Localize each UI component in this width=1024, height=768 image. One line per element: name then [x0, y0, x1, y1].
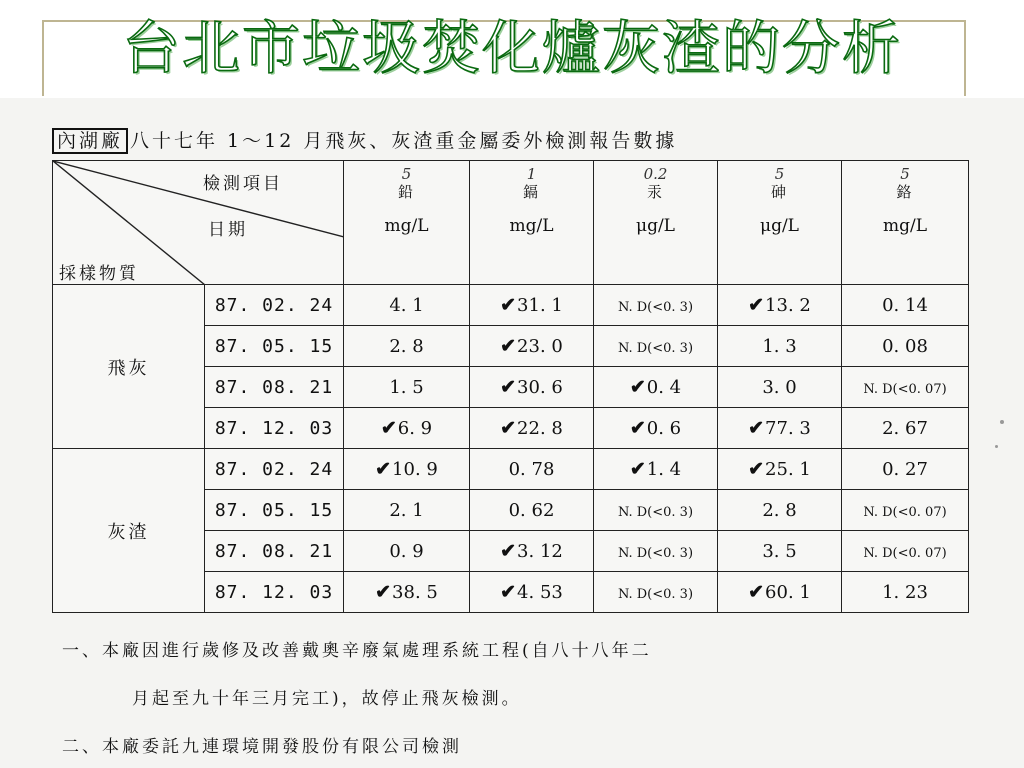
measurement-cell — [594, 285, 718, 326]
measurement-value: 38. 5 — [392, 582, 438, 603]
measurement-value: N. D(<0. 07) — [863, 381, 947, 397]
sample-group-label: 灰渣 — [53, 449, 205, 613]
measurement-cell — [718, 531, 842, 572]
column-header-1 — [470, 161, 594, 285]
measurement-cell — [842, 531, 969, 572]
header-sample-type: 採樣物質 — [59, 264, 139, 284]
measurement-value: 3. 0 — [762, 376, 797, 398]
measurement-cell — [594, 490, 718, 531]
measurement-cell — [470, 490, 594, 531]
measurement-value: 2. 1 — [389, 499, 424, 521]
unit-label: μg/L — [760, 216, 799, 236]
check-mark-icon: ✔ — [629, 376, 646, 398]
sample-group-label: 飛灰 — [53, 285, 205, 449]
measurement-value: 3. 12 — [517, 541, 563, 562]
check-mark-icon: ✔ — [629, 458, 646, 480]
measurement-value: 22. 8 — [517, 418, 563, 439]
measurement-cell — [594, 408, 718, 449]
measurement-cell — [344, 285, 470, 326]
report-heading — [52, 126, 677, 153]
measurement-value: 25. 1 — [765, 459, 811, 480]
measurement-value: 1. 3 — [762, 335, 797, 357]
column-header-4 — [842, 161, 969, 285]
measurement-cell — [718, 326, 842, 367]
check-mark-icon: ✔ — [500, 581, 517, 603]
column-header-2 — [594, 161, 718, 285]
measurement-value: 10. 9 — [392, 459, 438, 480]
measurement-value: 31. 1 — [517, 295, 563, 316]
standard-value: 1 — [526, 165, 537, 183]
sample-date: 87. 05. 15 — [205, 326, 344, 367]
sample-date: 87. 02. 24 — [205, 285, 344, 326]
measurement-cell — [470, 285, 594, 326]
measurement-value: N. D(<0. 3) — [617, 586, 694, 602]
measurement-value: 1. 4 — [646, 459, 682, 480]
measurement-cell — [344, 572, 470, 613]
unit-label: mg/L — [384, 216, 429, 236]
note-line: 月起至九十年三月完工)，故停止飛灰檢測。 — [132, 689, 522, 709]
note-line: 二、本廠委託九連環境開發股份有限公司檢測 — [62, 737, 462, 757]
plant-name-box: 內湖廠 — [52, 128, 128, 154]
check-mark-icon: ✔ — [748, 458, 765, 480]
check-mark-icon: ✔ — [500, 335, 517, 357]
measurement-cell — [718, 572, 842, 613]
measurement-cell — [470, 367, 594, 408]
check-mark-icon: ✔ — [748, 417, 765, 439]
table-row — [53, 285, 969, 326]
element-name: 鎘 — [522, 183, 540, 201]
measurement-cell — [594, 367, 718, 408]
measurement-cell — [842, 449, 969, 490]
measurement-cell — [344, 531, 470, 572]
standard-value: 5 — [774, 165, 785, 183]
check-mark-icon: ✔ — [375, 458, 392, 480]
corner-header-cell — [53, 161, 344, 285]
measurement-cell — [344, 408, 470, 449]
column-header-0 — [344, 161, 470, 285]
measurement-cell — [344, 490, 470, 531]
measurement-cell — [842, 490, 969, 531]
check-mark-icon: ✔ — [500, 376, 517, 398]
report-heading-text: 八十七年 1～12 月飛灰、灰渣重金屬委外檢測報告數據 — [130, 130, 678, 152]
measurement-cell — [842, 326, 969, 367]
scan-speck — [1000, 420, 1004, 424]
measurement-cell — [594, 572, 718, 613]
measurement-cell — [470, 449, 594, 490]
measurement-cell — [718, 367, 842, 408]
sample-date: 87. 05. 15 — [205, 490, 344, 531]
measurement-cell — [842, 572, 969, 613]
check-mark-icon: ✔ — [375, 581, 392, 603]
element-name: 鉻 — [896, 183, 914, 201]
measurement-value: 3. 5 — [762, 540, 797, 562]
element-name: 鉛 — [397, 183, 415, 201]
check-mark-icon: ✔ — [500, 417, 517, 439]
measurement-value: N. D(<0. 07) — [863, 504, 947, 520]
measurement-value: 77. 3 — [765, 418, 811, 439]
measurement-cell — [594, 449, 718, 490]
note-line: 一、本廠因進行歲修及改善戴奧辛廢氣處理系統工程(自八十八年二 — [62, 641, 652, 661]
measurement-value: N. D(<0. 3) — [617, 340, 694, 356]
measurement-value: 4. 53 — [517, 582, 563, 603]
measurement-cell — [718, 408, 842, 449]
check-mark-icon: ✔ — [748, 294, 765, 316]
measurement-value: 0. 27 — [882, 458, 928, 480]
measurement-value: 0. 9 — [389, 540, 424, 562]
measurement-value: 0. 78 — [508, 458, 555, 480]
check-mark-icon: ✔ — [380, 417, 397, 439]
standard-value: 0.2 — [643, 165, 668, 183]
measurement-value: 0. 4 — [646, 377, 682, 398]
sample-date: 87. 08. 21 — [205, 531, 344, 572]
sample-date: 87. 02. 24 — [205, 449, 344, 490]
standard-value: 5 — [900, 165, 910, 183]
header-test-item: 檢測項目 — [203, 174, 283, 194]
measurement-value: 1. 23 — [882, 581, 928, 603]
measurement-cell — [344, 326, 470, 367]
measurement-cell — [842, 408, 969, 449]
sample-date: 87. 12. 03 — [205, 572, 344, 613]
measurement-cell — [594, 531, 718, 572]
sample-date: 87. 08. 21 — [205, 367, 344, 408]
measurement-value: 0. 62 — [508, 499, 555, 521]
measurement-value: 2. 8 — [389, 335, 424, 357]
column-header-3 — [718, 161, 842, 285]
measurement-value: N. D(<0. 3) — [617, 545, 694, 561]
standard-value: 5 — [401, 165, 412, 183]
unit-label: mg/L — [882, 216, 928, 236]
measurement-value: N. D(<0. 3) — [617, 299, 694, 315]
table-row — [53, 449, 969, 490]
measurement-value: 0. 08 — [882, 335, 928, 357]
measurement-value: N. D(<0. 3) — [617, 504, 694, 520]
check-mark-icon: ✔ — [500, 540, 517, 562]
measurement-value: 1. 5 — [389, 376, 424, 398]
measurement-cell — [344, 367, 470, 408]
header-date: 日期 — [208, 220, 248, 240]
measurement-cell — [842, 367, 969, 408]
measurement-cell — [718, 285, 842, 326]
measurement-value: 13. 2 — [765, 295, 811, 316]
heavy-metal-table — [52, 160, 969, 613]
measurement-cell — [718, 490, 842, 531]
scan-speck — [995, 445, 998, 448]
measurement-cell — [470, 408, 594, 449]
measurement-value: 0. 6 — [646, 418, 682, 439]
check-mark-icon: ✔ — [748, 581, 765, 603]
measurement-cell — [718, 449, 842, 490]
measurement-value: 2. 8 — [762, 499, 797, 521]
check-mark-icon: ✔ — [500, 294, 517, 316]
measurement-value: 30. 6 — [517, 377, 563, 398]
measurement-cell — [470, 326, 594, 367]
unit-label: mg/L — [509, 216, 554, 236]
measurement-cell — [842, 285, 969, 326]
measurement-value: 60. 1 — [765, 582, 811, 603]
check-mark-icon: ✔ — [629, 417, 646, 439]
element-name: 砷 — [770, 183, 788, 201]
measurement-value: 6. 9 — [397, 418, 433, 439]
measurement-value: 0. 14 — [882, 294, 928, 316]
measurement-value: 4. 1 — [389, 294, 424, 316]
element-name: 汞 — [646, 183, 664, 201]
measurement-value: N. D(<0. 07) — [863, 545, 947, 561]
slide-title: 台北市垃圾焚化爐灰渣的分析 — [121, 14, 902, 82]
measurement-cell — [344, 449, 470, 490]
measurement-value: 23. 0 — [517, 336, 563, 357]
measurement-value: 2. 67 — [882, 417, 928, 439]
sample-date: 87. 12. 03 — [205, 408, 344, 449]
measurement-cell — [470, 531, 594, 572]
measurement-cell — [470, 572, 594, 613]
header-row — [53, 161, 969, 285]
measurement-cell — [594, 326, 718, 367]
unit-label: μg/L — [636, 216, 675, 236]
